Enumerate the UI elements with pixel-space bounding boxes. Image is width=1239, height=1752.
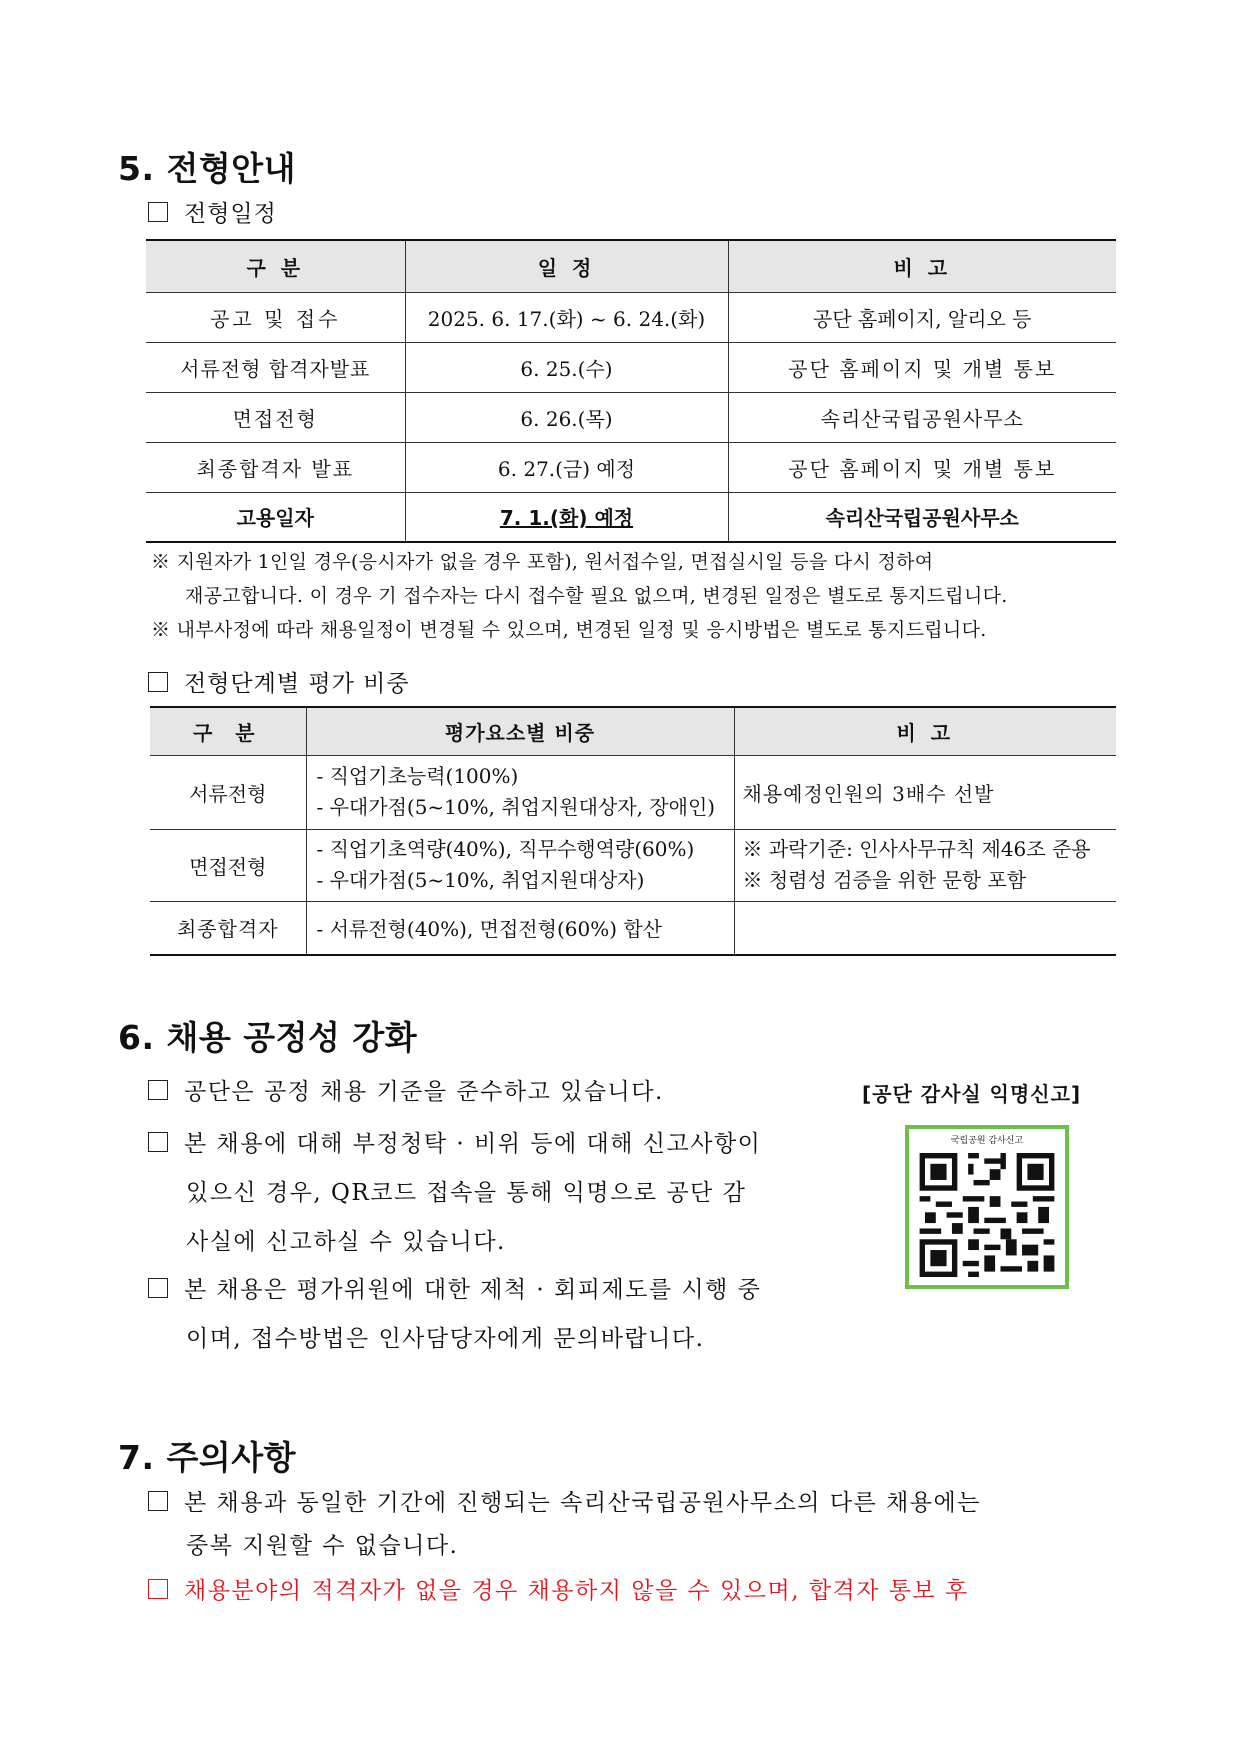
table-row <box>150 829 1116 901</box>
checkbox-icon <box>148 1491 168 1511</box>
item-text: 본 채용은 평가위원에 대한 제척 · 회피제도를 시행 중 <box>184 1277 762 1303</box>
table-cell: 2025. 6. 17.(화) ~ 6. 24.(화) <box>405 292 728 342</box>
table-cell: 고용일자 <box>146 492 405 542</box>
schedule-heading <box>148 195 277 228</box>
items-cell <box>306 755 734 829</box>
weight-table <box>150 706 1116 956</box>
item-text: 있으신 경우, QR코드 접속을 통해 익명으로 공단 감 <box>186 1180 747 1206</box>
table-row <box>146 492 1116 542</box>
table-header: 구 분 <box>146 240 405 292</box>
note-line: ※ 내부사정에 따라 채용일정이 변경될 수 있으며, 변경된 일정 및 응시방법은 별도로 통지드립니다. <box>151 619 987 641</box>
table-header: 일 정 <box>405 240 728 292</box>
checkbox-icon <box>148 1080 168 1100</box>
table-row <box>146 292 1116 342</box>
table-header: 구 분 <box>150 707 306 755</box>
item-line: - 우대가점(5~10%, 취업지원대상자) <box>316 868 645 892</box>
table-cell: 속리산국립공원사무소 <box>728 392 1116 442</box>
table-cell: 6. 27.(금) 예정 <box>405 442 728 492</box>
stage-cell: 최종합격자 <box>150 901 306 955</box>
fairness-item-2 <box>148 1120 848 1267</box>
section5-title: 5. 전형안내 <box>118 149 296 188</box>
weight-heading <box>148 665 410 698</box>
item-text: 이며, 접수방법은 인사담당자에게 문의바랍니다. <box>186 1326 705 1352</box>
item-text: 중복 지원할 수 없습니다. <box>186 1533 459 1559</box>
stage-cell: 서류전형 <box>150 755 306 829</box>
table-header: 평가요소별 비중 <box>306 707 734 755</box>
note-line: ※ 지원자가 1인일 경우(응시자가 없을 경우 포함), 원서접수일, 면접실시일 등을 다시 정하여 <box>151 551 934 573</box>
schedule-notes <box>151 545 1131 647</box>
items-cell: - 서류전형(40%), 면접전형(60%) 합산 <box>306 901 734 955</box>
table-cell: 속리산국립공원사무소 <box>728 492 1116 542</box>
checkbox-icon <box>148 1278 168 1298</box>
table-cell: 6. 26.(목) <box>405 392 728 442</box>
qr-caption: [공단 감사실 익명신고] <box>862 1082 1082 1106</box>
remark-cell <box>734 901 1116 955</box>
remark-line: ※ 청렴성 검증을 위한 문항 포함 <box>742 868 1027 892</box>
stage-cell: 면접전형 <box>150 829 306 901</box>
item-text: 본 채용에 대해 부정청탁 · 비위 등에 대해 신고사항이 <box>184 1131 762 1157</box>
table-row <box>150 755 1116 829</box>
table-row <box>146 442 1116 492</box>
remark-line: ※ 과락기준: 인사사무규칙 제46조 준용 <box>742 837 1091 861</box>
table-row <box>146 342 1116 392</box>
schedule-table <box>146 239 1116 543</box>
checkbox-icon <box>148 1579 168 1599</box>
table-cell: 공단 홈페이지 및 개별 통보 <box>728 442 1116 492</box>
table-cell: 최종합격자 발표 <box>146 442 405 492</box>
item-text: 사실에 신고하실 수 있습니다. <box>186 1229 506 1255</box>
table-cell: 7. 1.(화) 예정 <box>405 492 728 542</box>
table-row <box>150 901 1116 955</box>
caution-item-1 <box>148 1482 1148 1568</box>
item-line: - 직업기초능력(100%) <box>316 764 519 788</box>
remark-cell <box>734 829 1116 901</box>
checkbox-icon <box>148 202 168 222</box>
items-cell <box>306 829 734 901</box>
section6-title: 6. 채용 공정성 강화 <box>118 1018 418 1057</box>
checkbox-icon <box>148 1132 168 1152</box>
item-text: 채용분야의 적격자가 없을 경우 채용하지 않을 수 있으며, 합격자 통보 후 <box>184 1578 969 1604</box>
caution-item-2 <box>148 1572 969 1605</box>
table-cell: 공단 홈페이지 및 개별 통보 <box>728 342 1116 392</box>
table-cell: 면접전형 <box>146 392 405 442</box>
table-row <box>146 392 1116 442</box>
section7-title: 7. 주의사항 <box>118 1438 296 1477</box>
fairness-item-1 <box>148 1073 664 1106</box>
schedule-heading-text: 전형일정 <box>184 201 277 227</box>
table-header: 비 고 <box>734 707 1116 755</box>
table-cell: 공고 및 접수 <box>146 292 405 342</box>
table-cell: 공단 홈페이지, 알리오 등 <box>728 292 1116 342</box>
table-cell: 6. 25.(수) <box>405 342 728 392</box>
checkbox-icon <box>148 672 168 692</box>
qr-icon <box>919 1153 1055 1277</box>
note-line: 재공고합니다. 이 경우 기 접수자는 다시 접수할 필요 없으며, 변경된 일정은 별도로 통지드립니다. <box>185 585 1008 607</box>
item-text: 본 채용과 동일한 기간에 진행되는 속리산국립공원사무소의 다른 채용에는 <box>184 1490 981 1516</box>
fairness-item-3 <box>148 1266 848 1364</box>
table-header: 비 고 <box>728 240 1116 292</box>
item-line: - 직업기초역량(40%), 직무수행역량(60%) <box>316 837 695 861</box>
remark-cell: 채용예정인원의 3배수 선발 <box>734 755 1116 829</box>
table-cell: 서류전형 합격자발표 <box>146 342 405 392</box>
item-text: 공단은 공정 채용 기준을 준수하고 있습니다. <box>184 1079 664 1105</box>
item-line: - 우대가점(5~10%, 취업지원대상자, 장애인) <box>316 795 716 819</box>
qr-code[interactable] <box>905 1125 1069 1289</box>
qr-label: 국립공원 감사신고 <box>950 1136 1024 1146</box>
weight-heading-text: 전형단계별 평가 비중 <box>184 671 410 697</box>
